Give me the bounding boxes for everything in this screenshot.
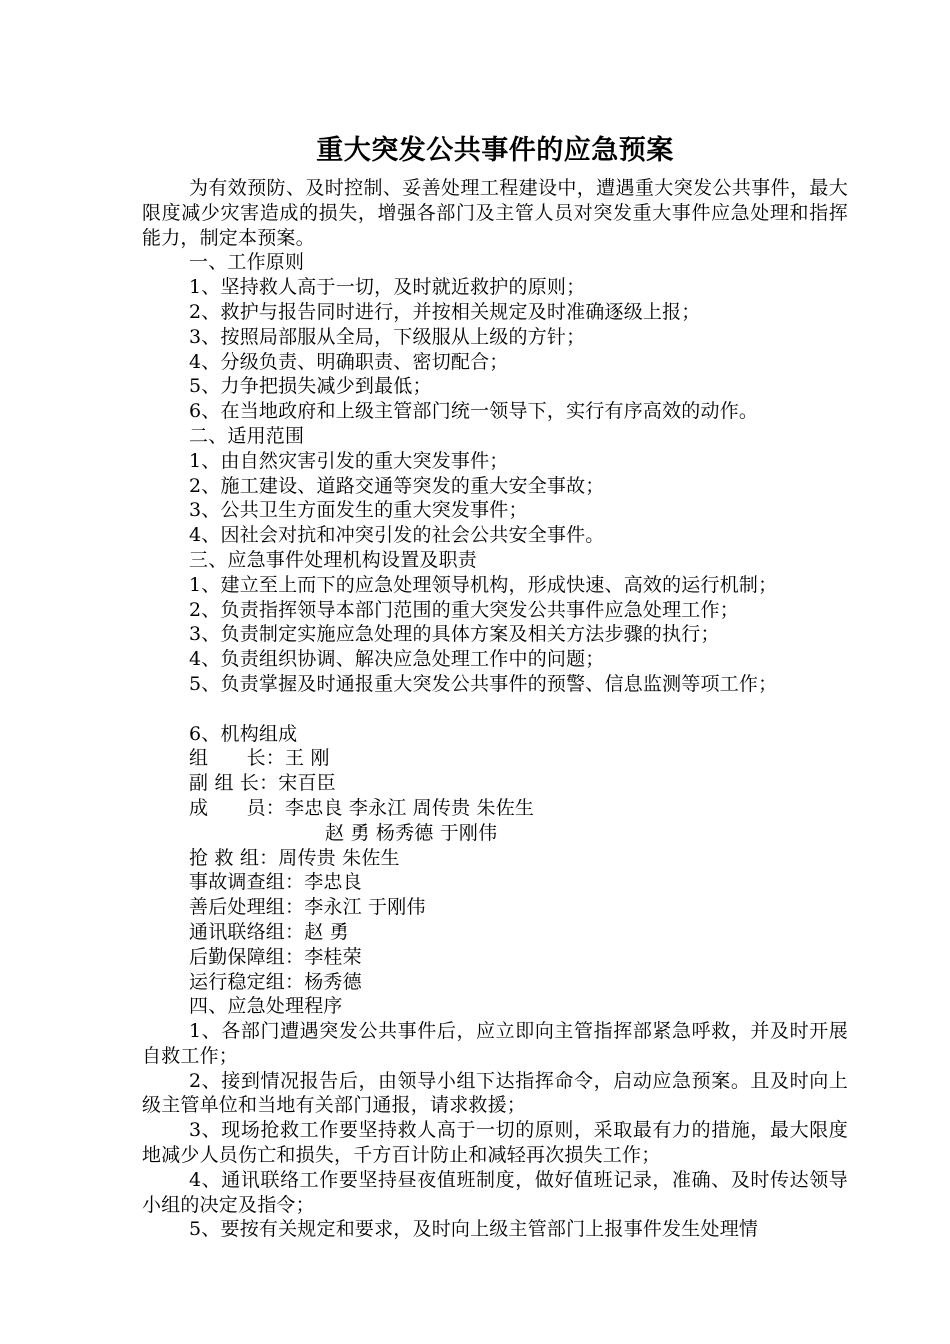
org-rescue-group: 抢 救 组：周传贵 朱佐生	[189, 846, 400, 869]
org-members: 成 员：李忠良 李永江 周传贵 朱佐生	[189, 796, 535, 819]
list-item: 3、负责制定实施应急处理的具体方案及相关方法步骤的执行；	[189, 623, 720, 646]
org-stability-group: 运行稳定组：杨秀德	[189, 970, 362, 993]
list-item: 1、建立至上而下的应急处理领导机构，形成快速、高效的运行机制；	[189, 573, 778, 596]
list-item: 2、救护与报告同时进行，并按相关规定及时准确逐级上报；	[189, 300, 701, 323]
procedure-item: 4、通讯联络工作要坚持昼夜值班制度，做好值班记录，准确、及时传达领导小组的决定及指令；	[142, 1168, 848, 1216]
org-members-continued: 赵 勇 杨秀德 于刚伟	[325, 821, 498, 844]
org-heading: 6、机构组成	[189, 722, 298, 745]
list-item: 4、负责组织协调、解决应急处理工作中的问题；	[189, 648, 605, 671]
document-title: 重大突发公共事件的应急预案	[316, 135, 674, 166]
procedure-item: 1、各部门遭遇突发公共事件后，应立即向主管指挥部紧急呼救，并及时开展自救工作；	[142, 1020, 848, 1067]
org-aftermath-group: 善后处理组：李永江 于刚伟	[189, 896, 426, 919]
section-heading-procedure: 四、应急处理程序	[189, 995, 343, 1018]
list-item: 5、负责掌握及时通报重大突发公共事件的预警、信息监测等项工作；	[189, 672, 778, 695]
procedure-item: 3、现场抢救工作要坚持救人高于一切的原则，采取最有力的措施，最大限度地减少人员伤亡和损失，千方百计防止和减轻再次损失工作；	[142, 1119, 848, 1167]
blank-line	[142, 697, 848, 722]
document-body	[142, 176, 848, 1242]
list-item: 3、按照局部服从全局，下级服从上级的方针；	[189, 325, 586, 348]
section-heading-organization: 三、应急事件处理机构设置及职责	[189, 548, 478, 571]
intro-paragraph: 为有效预防、及时控制、妥善处理工程建设中，遭遇重大突发公共事件，最大限度减少灾害造成的损失，增强各部门及主管人员对突发重大事件应急处理和指挥能力，制定本预案。	[142, 177, 848, 249]
section-heading-principles: 一、工作原则	[189, 251, 305, 274]
section-heading-scope: 二、适用范围	[189, 424, 305, 447]
list-item: 2、施工建设、道路交通等突发的重大安全事故；	[189, 474, 605, 497]
procedure-item: 5、要按有关规定和要求，及时向上级主管部门上报事件发生处理情	[189, 1218, 759, 1241]
list-item: 2、负责指挥领导本部门范围的重大突发公共事件应急处理工作；	[189, 598, 739, 621]
list-item: 4、分级负责、明确职责、密切配合；	[189, 350, 509, 373]
org-logistics-group: 后勤保障组：李桂荣	[189, 945, 362, 968]
org-investigation-group: 事故调查组：李忠良	[189, 871, 362, 894]
list-item: 4、因社会对抗和冲突引发的社会公共安全事件。	[189, 524, 605, 547]
list-item: 3、公共卫生方面发生的重大突发事件；	[189, 499, 528, 522]
procedure-item: 2、接到情况报告后，由领导小组下达指挥命令，启动应急预案。且及时向上级主管单位和当地有关部门通报，请求救援；	[142, 1069, 848, 1117]
list-item: 1、由自然灾害引发的重大突发事件；	[189, 449, 509, 472]
org-deputy: 副 组 长：宋百臣	[189, 772, 336, 795]
org-communication-group: 通讯联络组：赵 勇	[189, 920, 349, 943]
org-leader: 组 长：王 刚	[189, 747, 330, 770]
list-item: 1、坚持救人高于一切，及时就近救护的原则；	[189, 276, 586, 299]
list-item: 5、力争把损失减少到最低；	[189, 375, 432, 398]
list-item: 6、在当地政府和上级主管部门统一领导下，实行有序高效的动作。	[189, 400, 759, 423]
